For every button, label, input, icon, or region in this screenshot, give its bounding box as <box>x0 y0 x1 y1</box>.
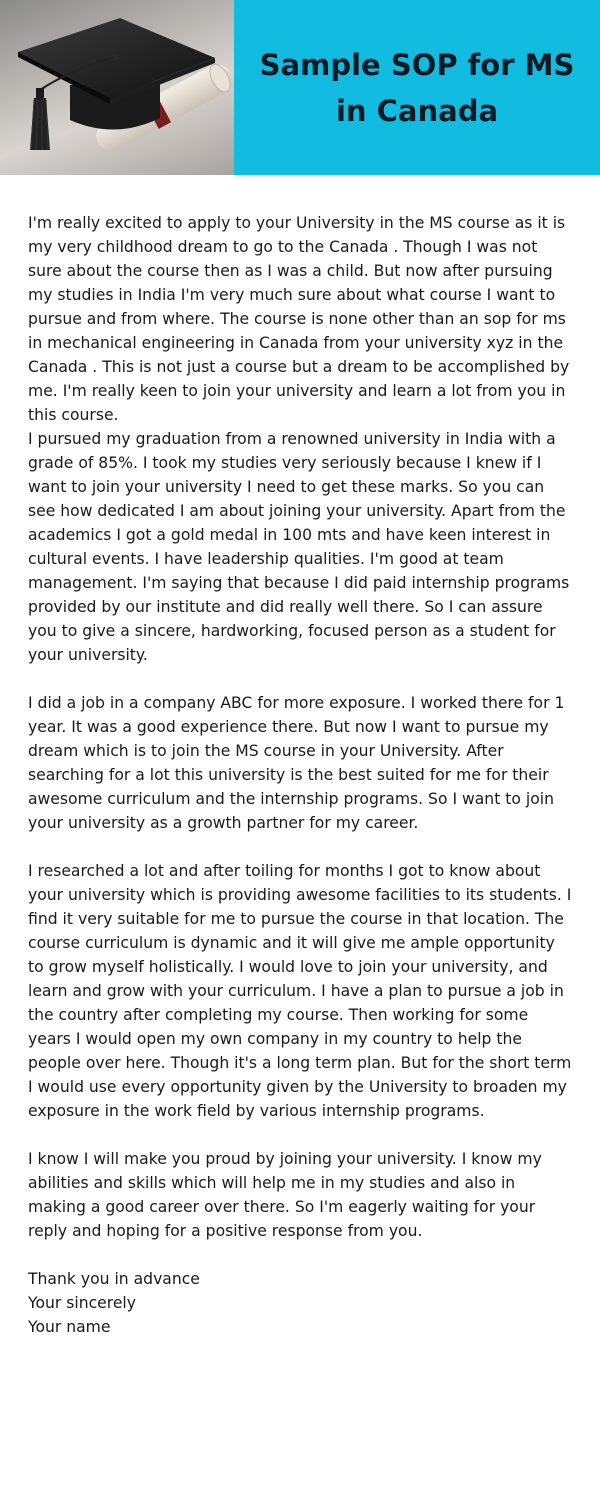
closing-block <box>28 1267 572 1339</box>
closing-salutation: Your sincerely <box>28 1294 136 1312</box>
closing-signature: Your name <box>28 1318 111 1336</box>
graduation-cap-icon <box>0 0 234 175</box>
header-banner <box>0 0 600 175</box>
closing-thanks: Thank you in advance <box>28 1270 200 1288</box>
graduation-cap-image <box>0 0 234 175</box>
paragraph-3: I researched a lot and after toiling for months I got to know about your university which is providing awesome facilities to its students. I find it very suitable for me to pursue the course in that location. The course curriculum is dynamic and it will give me ample opportunity to grow myself holistically. I would love to join your university, and learn and grow with your curriculum. I have a plan to pursue a job in the country after completing my course. Then working for some years I would open my own company in my country to help the people over here. Though it's a long term plan. But for the short term I would use every opportunity given by the University to broaden my exposure in the work field by various internship programs. <box>28 862 572 1120</box>
sop-body <box>0 175 600 1339</box>
page-title: Sample SOP for MS in Canada <box>259 47 575 128</box>
paragraph-4: I know I will make you proud by joining your university. I know my abilities and skills which will help me in my studies and also in making a good career over there. So I'm eagerly waiting for your reply and hoping for a positive response from you. <box>28 1150 542 1240</box>
title-panel <box>234 0 600 175</box>
paragraph-1: I'm really excited to apply to your University in the MS course as it is my very childhood dream to go to the Canada . Though I was not sure about the course then as I was a child. But now after pursuing my studies in India I'm very much sure about what course I want to pursue and from where. The course is none other than an sop for ms in mechanical engineering in Canada from your university xyz in the Canada . This is not just a course but a dream to be accomplished by me. I'm really keen to join your university and learn a lot from you in this course. I pursued my graduation from a renowned university in India with a grade of 85%. I took my studies very seriously because I knew if I want to join your university I need to get these marks. So you can see how dedicated I am about joining your university. Apart from the academics I got a gold medal in 100 mts and have keen interest in cultural events. I have leadership qualities. I'm good at team management. I'm saying that because I did paid internship programs provided by our institute and did really well there. So I can assure you to give a sincere, hardworking, focused person as a student for your university. <box>28 214 570 664</box>
paragraph-2: I did a job in a company ABC for more exposure. I worked there for 1 year. It was a good experience there. But now I want to pursue my dream which is to join the MS course in your University. After searching for a lot this university is the best suited for me for their awesome curriculum and the internship programs. So I want to join your university as a growth partner for my career. <box>28 694 565 832</box>
